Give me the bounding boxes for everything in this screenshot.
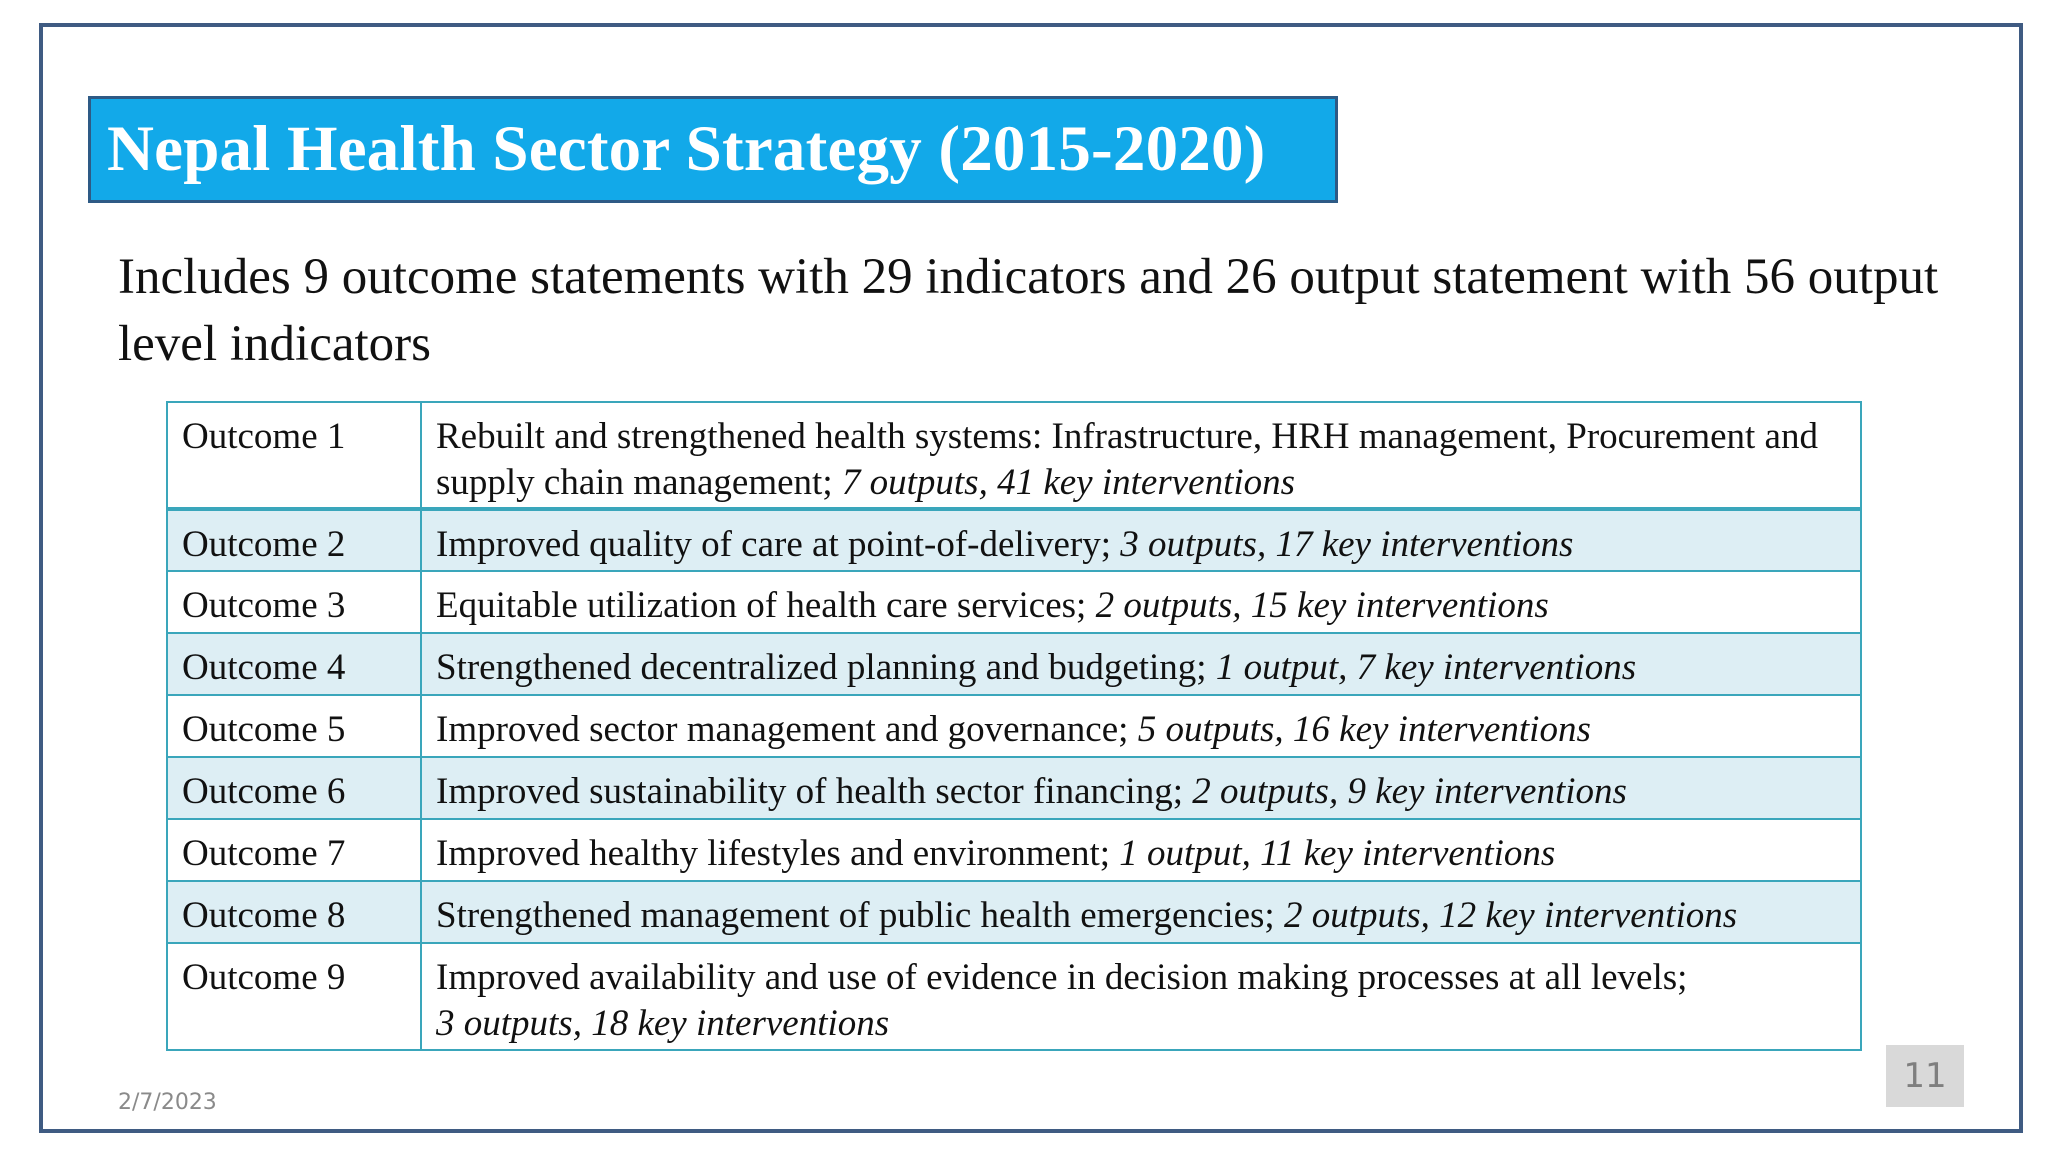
outcome-label: Outcome 5 bbox=[167, 695, 421, 757]
outcome-label: Outcome 7 bbox=[167, 819, 421, 881]
outcome-text: Equitable utilization of health care services; bbox=[436, 585, 1087, 626]
table-row bbox=[167, 819, 1861, 881]
outcome-label: Outcome 6 bbox=[167, 757, 421, 819]
outcome-description bbox=[421, 943, 1861, 1050]
outcome-meta: 5 outputs, 16 key interventions bbox=[1137, 709, 1591, 750]
outcome-text: Improved quality of care at point-of-delivery; bbox=[436, 524, 1111, 565]
outcome-label: Outcome 8 bbox=[167, 881, 421, 943]
outcome-meta: 3 outputs, 17 key interventions bbox=[1120, 524, 1574, 565]
outcome-label: Outcome 4 bbox=[167, 633, 421, 695]
table-row bbox=[167, 881, 1861, 943]
outcome-label: Outcome 9 bbox=[167, 943, 421, 1050]
outcome-description bbox=[421, 633, 1861, 695]
outcomes-table bbox=[166, 401, 1862, 1051]
table-row bbox=[167, 571, 1861, 633]
table-row bbox=[167, 402, 1861, 509]
outcome-meta: 1 output, 7 key interventions bbox=[1215, 647, 1637, 688]
outcome-meta: 1 output, 11 key interventions bbox=[1119, 833, 1556, 874]
outcome-text: Strengthened management of public health emergencies; bbox=[436, 895, 1275, 936]
table-row bbox=[167, 943, 1861, 1050]
page-number: 11 bbox=[1886, 1045, 1964, 1107]
table-row bbox=[167, 757, 1861, 819]
outcome-description bbox=[421, 509, 1861, 571]
outcome-description bbox=[421, 819, 1861, 881]
outcome-description bbox=[421, 881, 1861, 943]
outcome-label: Outcome 3 bbox=[167, 571, 421, 633]
outcome-label: Outcome 2 bbox=[167, 509, 421, 571]
outcome-text: Improved healthy lifestyles and environment; bbox=[436, 833, 1111, 874]
outcome-meta: 3 outputs, 18 key interventions bbox=[436, 1003, 890, 1044]
outcome-text: Strengthened decentralized planning and budgeting; bbox=[436, 647, 1207, 688]
title-box bbox=[88, 96, 1338, 203]
outcome-text: Improved sector management and governance; bbox=[436, 709, 1129, 750]
outcome-meta: 2 outputs, 9 key interventions bbox=[1192, 771, 1627, 812]
outcome-description bbox=[421, 695, 1861, 757]
outcome-meta: 7 outputs, 41 key interventions bbox=[841, 462, 1296, 503]
outcome-meta: 2 outputs, 15 key interventions bbox=[1095, 585, 1549, 626]
slide-title: Nepal Health Sector Strategy (2015-2020) bbox=[107, 113, 1266, 185]
outcome-text: Improved availability and use of evidence in decision making processes at all levels; bbox=[436, 957, 1688, 998]
outcome-description bbox=[421, 402, 1861, 509]
footer-date: 2/7/2023 bbox=[118, 1090, 217, 1115]
outcome-label: Outcome 1 bbox=[167, 402, 421, 509]
outcome-description bbox=[421, 571, 1861, 633]
intro-text: Includes 9 outcome statements with 29 indicators and 26 output statement with 56 output level indicators bbox=[118, 249, 1939, 372]
table-row bbox=[167, 509, 1861, 571]
outcome-meta: 2 outputs, 12 key interventions bbox=[1283, 895, 1738, 936]
table-row bbox=[167, 633, 1861, 695]
outcome-text: Improved sustainability of health sector financing; bbox=[436, 771, 1183, 812]
outcome-text: Rebuilt and strengthened health systems: Infrastructure, HRH management, Procurement and supply chain management; bbox=[436, 416, 1818, 503]
table-row bbox=[167, 695, 1861, 757]
outcome-description bbox=[421, 757, 1861, 819]
